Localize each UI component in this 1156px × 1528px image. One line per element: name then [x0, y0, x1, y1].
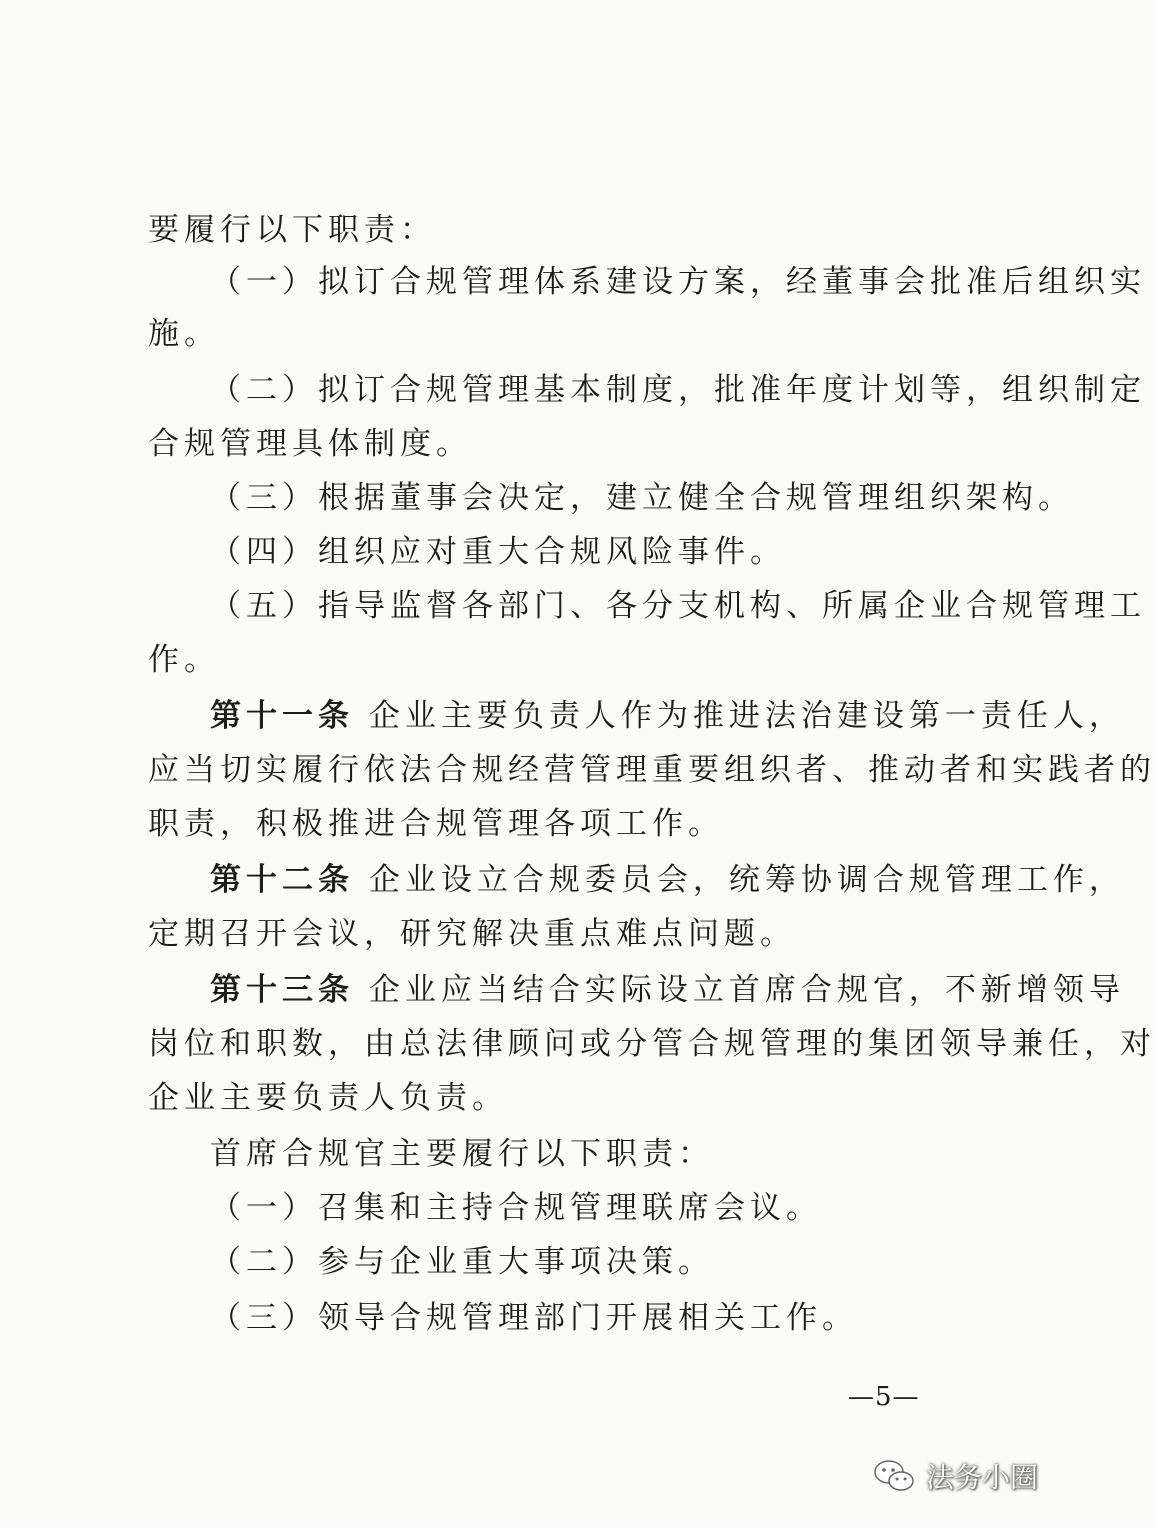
text-line: 施。: [148, 316, 220, 352]
wechat-icon: [872, 1456, 916, 1496]
text-line: （四）组织应对重大合规风险事件。: [210, 534, 786, 570]
text-line: 岗位和职数，由总法律顾问或分管合规管理的集团领导兼任，对: [148, 1026, 1156, 1062]
text-line: 要履行以下职责：: [148, 212, 436, 248]
text-line: 合规管理具体制度。: [148, 426, 472, 462]
article-11-line: [210, 696, 1125, 736]
text-line: 定期召开会议，研究解决重点难点问题。: [148, 916, 796, 952]
watermark: [872, 1454, 1038, 1498]
text-line: 首席合规官主要履行以下职责：: [210, 1136, 714, 1172]
article-text: 企业应当结合实际设立首席合规官，不新增领导: [354, 972, 1125, 1008]
text-line: （三）领导合规管理部门开展相关工作。: [210, 1300, 858, 1336]
article-text: 企业主要负责人作为推进法治建设第一责任人，: [354, 698, 1125, 734]
text-line: （三）根据董事会决定，建立健全合规管理组织架构。: [210, 480, 1074, 516]
text-line: 作。: [148, 642, 220, 678]
text-line: （五）指导监督各部门、各分支机构、所属企业合规管理工: [210, 588, 1146, 624]
text-line: （二）参与企业重大事项决策。: [210, 1244, 714, 1280]
text-line: （一）召集和主持合规管理联席会议。: [210, 1190, 822, 1226]
text-line: （一）拟订合规管理体系建设方案，经董事会批准后组织实: [210, 264, 1146, 300]
text-line: 应当切实履行依法合规经营管理重要组织者、推动者和实践者的: [148, 752, 1156, 788]
article-13-line: [210, 970, 1125, 1010]
article-label: 第十二条: [210, 862, 354, 898]
text-line: （二）拟订合规管理基本制度，批准年度计划等，组织制定: [210, 372, 1146, 408]
article-label: 第十三条: [210, 972, 354, 1008]
article-text: 企业设立合规委员会，统筹协调合规管理工作，: [354, 862, 1125, 898]
article-label: 第十一条: [210, 698, 354, 734]
text-line: 职责，积极推进合规管理各项工作。: [148, 806, 724, 842]
watermark-text: 法务小圈: [926, 1461, 1039, 1494]
text-line: 企业主要负责人负责。: [148, 1080, 508, 1116]
article-12-line: [210, 860, 1125, 900]
page-number: —5—: [848, 1382, 920, 1412]
